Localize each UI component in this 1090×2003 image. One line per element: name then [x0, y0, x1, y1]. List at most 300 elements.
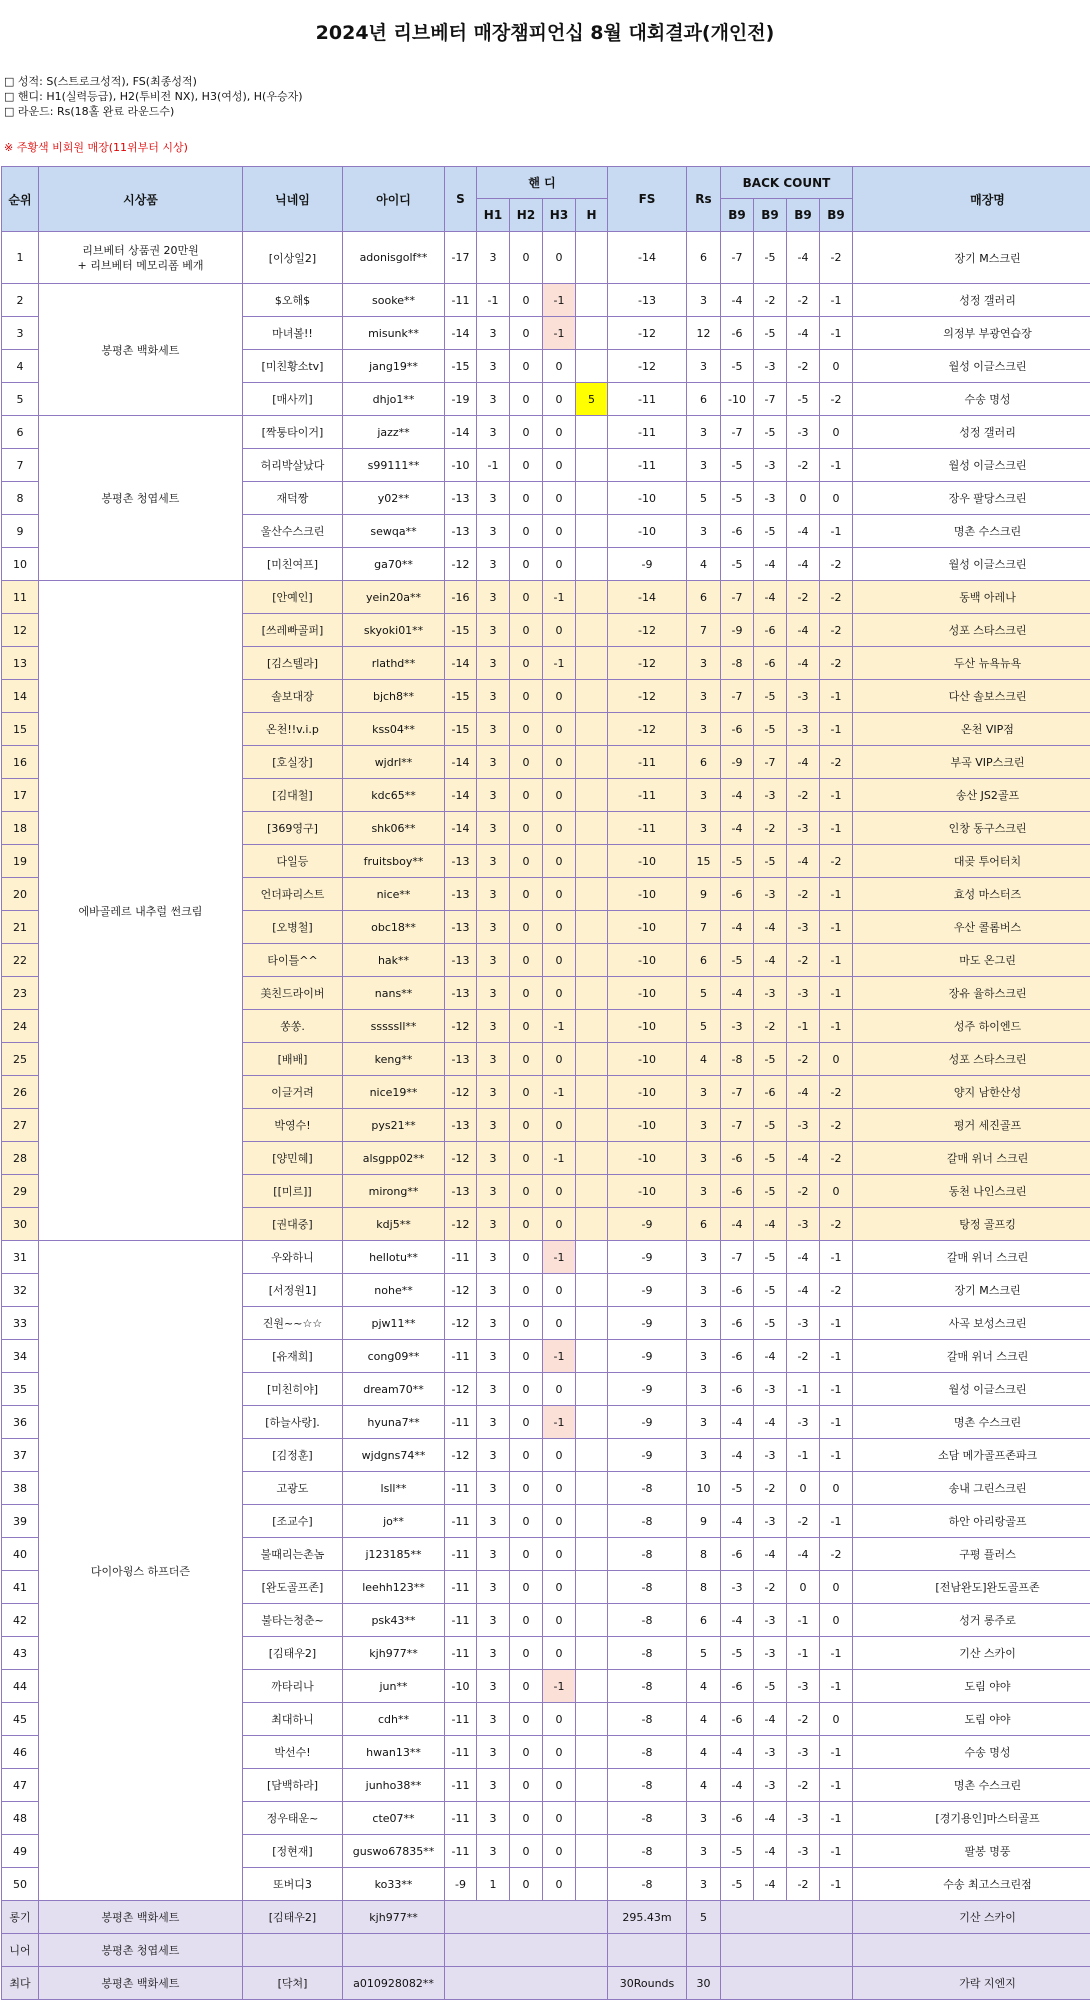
special-award-row [2, 1901, 1090, 1934]
cell-store: 성정 갤러리 [853, 284, 1090, 317]
cell-b9-2: -5 [754, 1307, 787, 1340]
cell-s: -11 [445, 1571, 477, 1604]
cell-b9-4: -2 [820, 647, 853, 680]
cell-h1: 3 [477, 1142, 510, 1175]
table-row [2, 1241, 1090, 1274]
cell-id: misunk** [343, 317, 445, 350]
cell-h2: 0 [510, 944, 543, 977]
cell-b9-3: -4 [787, 1274, 820, 1307]
cell-h1: 3 [477, 317, 510, 350]
cell-rank: 5 [2, 383, 39, 416]
cell-store: 평거 세진골프 [853, 1109, 1090, 1142]
cell-h2: 0 [510, 977, 543, 1010]
cell-h1: 3 [477, 1208, 510, 1241]
cell-b9-3: -4 [787, 1076, 820, 1109]
special-prize: 봉평촌 청엽세트 [39, 1934, 243, 1967]
cell-rank: 27 [2, 1109, 39, 1142]
cell-nickname: [미친히야] [243, 1373, 343, 1406]
cell-b9-4: -1 [820, 1736, 853, 1769]
cell-store: 장기 M스크린 [853, 232, 1090, 284]
cell-nickname: [완도골프존] [243, 1571, 343, 1604]
cell-s: -12 [445, 1142, 477, 1175]
cell-id: s99111** [343, 449, 445, 482]
cell-b9-1: -4 [721, 977, 754, 1010]
cell-rs: 5 [687, 1010, 721, 1043]
header-handicap: 핸 디 [477, 167, 608, 199]
cell-store: 팔봉 명풍 [853, 1835, 1090, 1868]
cell-s: -15 [445, 713, 477, 746]
cell-h2: 0 [510, 1868, 543, 1901]
cell-h1: 3 [477, 581, 510, 614]
cell-nickname: [쓰레빠골퍼] [243, 614, 343, 647]
cell-fs: -10 [608, 845, 687, 878]
prize-cell: 에바골레르 내추럴 썬크림 [39, 581, 243, 1241]
cell-nickname: [권대중] [243, 1208, 343, 1241]
cell-rs: 3 [687, 449, 721, 482]
cell-nickname: 다일등 [243, 845, 343, 878]
cell-h1: 3 [477, 1538, 510, 1571]
cell-rs: 6 [687, 232, 721, 284]
cell-h2: 0 [510, 1406, 543, 1439]
cell-rank: 29 [2, 1175, 39, 1208]
cell-nickname: 까타리나 [243, 1670, 343, 1703]
special-store: 가락 지엔지 [853, 1967, 1090, 2000]
cell-b9-1: -5 [721, 1637, 754, 1670]
cell-fs: -9 [608, 1340, 687, 1373]
cell-rank: 26 [2, 1076, 39, 1109]
cell-h [576, 1439, 608, 1472]
cell-h1: 3 [477, 746, 510, 779]
cell-h1: 3 [477, 548, 510, 581]
cell-b9-1: -5 [721, 350, 754, 383]
cell-b9-4: -1 [820, 1868, 853, 1901]
cell-s: -13 [445, 911, 477, 944]
cell-h [576, 1274, 608, 1307]
cell-b9-4: -1 [820, 713, 853, 746]
cell-b9-3: -3 [787, 680, 820, 713]
cell-fs: -11 [608, 779, 687, 812]
cell-rank: 19 [2, 845, 39, 878]
cell-store: 성거 롱주로 [853, 1604, 1090, 1637]
cell-fs: -8 [608, 1604, 687, 1637]
cell-h2: 0 [510, 1274, 543, 1307]
cell-rank: 31 [2, 1241, 39, 1274]
cell-b9-3: -4 [787, 845, 820, 878]
cell-b9-3: -4 [787, 548, 820, 581]
cell-b9-2: -4 [754, 911, 787, 944]
cell-h3: 0 [543, 911, 576, 944]
header-store: 매장명 [853, 167, 1090, 232]
cell-rs: 4 [687, 1736, 721, 1769]
cell-b9-1: -4 [721, 1769, 754, 1802]
cell-h [576, 1175, 608, 1208]
cell-nickname: 온천!!v.i.p [243, 713, 343, 746]
cell-id: nans** [343, 977, 445, 1010]
header-b9-4: B9 [820, 199, 853, 232]
cell-store: 월성 이글스크린 [853, 548, 1090, 581]
cell-h1: 3 [477, 1340, 510, 1373]
cell-h3: 0 [543, 416, 576, 449]
cell-s: -14 [445, 416, 477, 449]
cell-nickname: [짝퉁타이거] [243, 416, 343, 449]
cell-h3: 0 [543, 1736, 576, 1769]
cell-h3: 0 [543, 1505, 576, 1538]
cell-fs: -10 [608, 1076, 687, 1109]
cell-b9-3: -4 [787, 232, 820, 284]
cell-id: kdj5** [343, 1208, 445, 1241]
cell-b9-2: -2 [754, 284, 787, 317]
cell-store: 송내 그린스크린 [853, 1472, 1090, 1505]
cell-id: sssssll** [343, 1010, 445, 1043]
cell-store: 수송 명성 [853, 383, 1090, 416]
cell-rank: 35 [2, 1373, 39, 1406]
special-fs: 295.43m [608, 1901, 687, 1934]
cell-b9-2: -2 [754, 1472, 787, 1505]
cell-rs: 6 [687, 383, 721, 416]
cell-id: fruitsboy** [343, 845, 445, 878]
cell-h2: 0 [510, 1802, 543, 1835]
special-id [343, 1934, 445, 1967]
cell-s: -15 [445, 614, 477, 647]
cell-h3: 0 [543, 680, 576, 713]
cell-store: 도림 야야 [853, 1670, 1090, 1703]
cell-rs: 3 [687, 713, 721, 746]
cell-b9-1: -6 [721, 1670, 754, 1703]
cell-h3: 0 [543, 1571, 576, 1604]
cell-id: adonisgolf** [343, 232, 445, 284]
cell-fs: -12 [608, 350, 687, 383]
cell-fs: -10 [608, 977, 687, 1010]
cell-b9-4: -1 [820, 944, 853, 977]
cell-h2: 0 [510, 1835, 543, 1868]
cell-id: dream70** [343, 1373, 445, 1406]
cell-s: -10 [445, 449, 477, 482]
cell-nickname: 이글거려 [243, 1076, 343, 1109]
cell-rs: 3 [687, 779, 721, 812]
cell-h1: 3 [477, 1637, 510, 1670]
cell-rank: 23 [2, 977, 39, 1010]
cell-rs: 6 [687, 1208, 721, 1241]
cell-h2: 0 [510, 1703, 543, 1736]
cell-h2: 0 [510, 383, 543, 416]
cell-id: junho38** [343, 1769, 445, 1802]
cell-store: 장유 율하스크린 [853, 977, 1090, 1010]
cell-s: -15 [445, 680, 477, 713]
cell-h3: -1 [543, 317, 576, 350]
cell-store: 우산 콜롬버스 [853, 911, 1090, 944]
cell-h2: 0 [510, 1736, 543, 1769]
cell-b9-3: -3 [787, 1109, 820, 1142]
cell-b9-4: 0 [820, 1604, 853, 1637]
cell-h1: 3 [477, 1241, 510, 1274]
cell-rs: 9 [687, 1505, 721, 1538]
cell-b9-4: -1 [820, 1505, 853, 1538]
cell-nickname: [오병철] [243, 911, 343, 944]
cell-b9-2: -3 [754, 1505, 787, 1538]
cell-b9-2: -4 [754, 1703, 787, 1736]
cell-b9-2: -4 [754, 1208, 787, 1241]
cell-id: obc18** [343, 911, 445, 944]
cell-b9-1: -4 [721, 911, 754, 944]
cell-b9-2: -6 [754, 614, 787, 647]
cell-rs: 3 [687, 1175, 721, 1208]
cell-h3: -1 [543, 284, 576, 317]
cell-nickname: 타이틀^^ [243, 944, 343, 977]
cell-rank: 39 [2, 1505, 39, 1538]
cell-nickname: 고광도 [243, 1472, 343, 1505]
special-empty-cell [721, 1967, 853, 2000]
special-store: 기산 스카이 [853, 1901, 1090, 1934]
cell-rs: 3 [687, 1802, 721, 1835]
cell-id: j123185** [343, 1538, 445, 1571]
header-b9-2: B9 [754, 199, 787, 232]
cell-id: skyoki01** [343, 614, 445, 647]
cell-rank: 9 [2, 515, 39, 548]
cell-store: [경기용인]마스터골프 [853, 1802, 1090, 1835]
cell-b9-4: -1 [820, 1406, 853, 1439]
cell-b9-3: -2 [787, 1043, 820, 1076]
cell-fs: -10 [608, 911, 687, 944]
cell-b9-4: -1 [820, 1670, 853, 1703]
cell-b9-4: -1 [820, 911, 853, 944]
cell-h2: 0 [510, 878, 543, 911]
cell-b9-1: -10 [721, 383, 754, 416]
cell-rank: 6 [2, 416, 39, 449]
cell-h2: 0 [510, 1571, 543, 1604]
cell-nickname: 재덕짱 [243, 482, 343, 515]
cell-b9-4: -2 [820, 614, 853, 647]
cell-h2: 0 [510, 1769, 543, 1802]
cell-rank: 40 [2, 1538, 39, 1571]
cell-store: 다산 솔보스크린 [853, 680, 1090, 713]
cell-rank: 15 [2, 713, 39, 746]
cell-b9-2: -6 [754, 647, 787, 680]
table-row [2, 232, 1090, 284]
cell-b9-4: 0 [820, 1043, 853, 1076]
cell-h1: 3 [477, 812, 510, 845]
cell-b9-1: -5 [721, 1835, 754, 1868]
prize-cell: 리브베터 상품권 20만원 + 리브베터 메모리폼 베개 [39, 232, 243, 284]
cell-id: lsll** [343, 1472, 445, 1505]
cell-id: sooke** [343, 284, 445, 317]
cell-h3: 0 [543, 383, 576, 416]
cell-id: bjch8** [343, 680, 445, 713]
cell-store: 성주 하이엔드 [853, 1010, 1090, 1043]
cell-h3: -1 [543, 1340, 576, 1373]
cell-fs: -10 [608, 1142, 687, 1175]
cell-rank: 48 [2, 1802, 39, 1835]
cell-b9-2: -5 [754, 1142, 787, 1175]
cell-rs: 3 [687, 647, 721, 680]
cell-b9-3: -2 [787, 449, 820, 482]
special-award-row [2, 1967, 1090, 2000]
cell-store: 마도 온그린 [853, 944, 1090, 977]
cell-store: 양지 남한산성 [853, 1076, 1090, 1109]
cell-b9-1: -3 [721, 1571, 754, 1604]
cell-h3: 0 [543, 845, 576, 878]
cell-rs: 3 [687, 1076, 721, 1109]
header-fs: FS [608, 167, 687, 232]
cell-b9-3: -3 [787, 812, 820, 845]
cell-h2: 0 [510, 1604, 543, 1637]
header-h2: H2 [510, 199, 543, 232]
cell-rs: 9 [687, 878, 721, 911]
cell-h1: 3 [477, 1439, 510, 1472]
results-body [2, 232, 1090, 1901]
cell-h2: 0 [510, 812, 543, 845]
cell-h [576, 1076, 608, 1109]
cell-fs: -12 [608, 317, 687, 350]
cell-nickname: $오해$ [243, 284, 343, 317]
cell-b9-3: -2 [787, 1868, 820, 1901]
cell-b9-1: -6 [721, 1802, 754, 1835]
cell-s: -11 [445, 1835, 477, 1868]
cell-store: 장기 M스크린 [853, 1274, 1090, 1307]
cell-fs: -8 [608, 1637, 687, 1670]
cell-h1: 3 [477, 416, 510, 449]
cell-rank: 10 [2, 548, 39, 581]
cell-b9-1: -6 [721, 1538, 754, 1571]
cell-h [576, 845, 608, 878]
cell-b9-4: 0 [820, 1703, 853, 1736]
cell-b9-3: -3 [787, 416, 820, 449]
cell-b9-3: -2 [787, 1769, 820, 1802]
cell-h3: 0 [543, 1373, 576, 1406]
cell-rank: 37 [2, 1439, 39, 1472]
cell-b9-1: -9 [721, 746, 754, 779]
special-nickname [243, 1934, 343, 1967]
cell-h3: 0 [543, 1835, 576, 1868]
cell-h3: -1 [543, 1670, 576, 1703]
cell-b9-2: -5 [754, 1109, 787, 1142]
cell-h [576, 1703, 608, 1736]
cell-h [576, 1340, 608, 1373]
special-rank: 롱기 [2, 1901, 39, 1934]
cell-b9-1: -4 [721, 1406, 754, 1439]
cell-b9-4: -1 [820, 515, 853, 548]
cell-rs: 3 [687, 1307, 721, 1340]
cell-h [576, 1109, 608, 1142]
cell-rank: 16 [2, 746, 39, 779]
cell-rs: 3 [687, 1109, 721, 1142]
cell-nickname: 허리박살났다 [243, 449, 343, 482]
cell-rs: 3 [687, 1340, 721, 1373]
cell-rank: 7 [2, 449, 39, 482]
cell-b9-1: -7 [721, 232, 754, 284]
cell-h1: 3 [477, 1835, 510, 1868]
cell-store: 두산 뉴욕뉴욕 [853, 647, 1090, 680]
cell-b9-1: -6 [721, 1373, 754, 1406]
cell-id: nohe** [343, 1274, 445, 1307]
page-title: 2024년 리브베터 매장챔피언십 8월 대회결과(개인전) [315, 22, 775, 44]
cell-store: 수송 최고스크린점 [853, 1868, 1090, 1901]
cell-h3: 0 [543, 1703, 576, 1736]
cell-id: nice19** [343, 1076, 445, 1109]
cell-h1: 1 [477, 1868, 510, 1901]
cell-store: 갈매 위너 스크린 [853, 1142, 1090, 1175]
cell-rank: 33 [2, 1307, 39, 1340]
cell-b9-4: -2 [820, 1076, 853, 1109]
cell-b9-1: -6 [721, 317, 754, 350]
cell-h [576, 1802, 608, 1835]
cell-fs: -10 [608, 482, 687, 515]
cell-id: jun** [343, 1670, 445, 1703]
cell-s: -11 [445, 1769, 477, 1802]
cell-s: -11 [445, 1604, 477, 1637]
cell-store: 송산 JS2골프 [853, 779, 1090, 812]
cell-nickname: [담백하라] [243, 1769, 343, 1802]
cell-b9-4: -1 [820, 449, 853, 482]
cell-h2: 0 [510, 232, 543, 284]
cell-nickname: [유재희] [243, 1340, 343, 1373]
cell-store: 도림 야야 [853, 1703, 1090, 1736]
cell-id: y02** [343, 482, 445, 515]
cell-id: hak** [343, 944, 445, 977]
cell-h: 5 [576, 383, 608, 416]
cell-b9-2: -5 [754, 845, 787, 878]
cell-fs: -10 [608, 1010, 687, 1043]
cell-rank: 41 [2, 1571, 39, 1604]
cell-rank: 2 [2, 284, 39, 317]
cell-b9-4: -2 [820, 581, 853, 614]
cell-h3: 0 [543, 482, 576, 515]
cell-store: 갈매 위너 스크린 [853, 1241, 1090, 1274]
special-prize: 봉평촌 백화세트 [39, 1901, 243, 1934]
cell-nickname: [김스텔라] [243, 647, 343, 680]
cell-b9-3: 0 [787, 482, 820, 515]
cell-fs: -9 [608, 1406, 687, 1439]
cell-rank: 24 [2, 1010, 39, 1043]
cell-s: -13 [445, 878, 477, 911]
cell-rs: 5 [687, 977, 721, 1010]
cell-fs: -12 [608, 647, 687, 680]
legend-rounds: □ 라운드: Rs(18홀 완료 라운드수) [4, 105, 175, 118]
cell-rank: 13 [2, 647, 39, 680]
cell-h [576, 977, 608, 1010]
cell-b9-4: -2 [820, 1274, 853, 1307]
cell-fs: -13 [608, 284, 687, 317]
cell-id: hyuna7** [343, 1406, 445, 1439]
cell-b9-1: -7 [721, 680, 754, 713]
cell-h3: -1 [543, 647, 576, 680]
cell-rs: 3 [687, 416, 721, 449]
cell-h [576, 1736, 608, 1769]
cell-b9-1: -7 [721, 1241, 754, 1274]
cell-h2: 0 [510, 779, 543, 812]
cell-h [576, 317, 608, 350]
cell-rs: 5 [687, 482, 721, 515]
cell-h3: 0 [543, 779, 576, 812]
cell-id: ga70** [343, 548, 445, 581]
cell-rs: 3 [687, 350, 721, 383]
cell-s: -14 [445, 779, 477, 812]
cell-h2: 0 [510, 284, 543, 317]
cell-b9-3: -2 [787, 1505, 820, 1538]
cell-rank: 34 [2, 1340, 39, 1373]
cell-nickname: 불때리는촌놈 [243, 1538, 343, 1571]
header-id: 아이디 [343, 167, 445, 232]
cell-nickname: 솔보대장 [243, 680, 343, 713]
cell-b9-3: 0 [787, 1472, 820, 1505]
cell-rank: 32 [2, 1274, 39, 1307]
cell-s: -10 [445, 1670, 477, 1703]
cell-h1: 3 [477, 1571, 510, 1604]
cell-h2: 0 [510, 1505, 543, 1538]
cell-id: mirong** [343, 1175, 445, 1208]
cell-h1: 3 [477, 1043, 510, 1076]
cell-id: pjw11** [343, 1307, 445, 1340]
cell-h2: 0 [510, 350, 543, 383]
